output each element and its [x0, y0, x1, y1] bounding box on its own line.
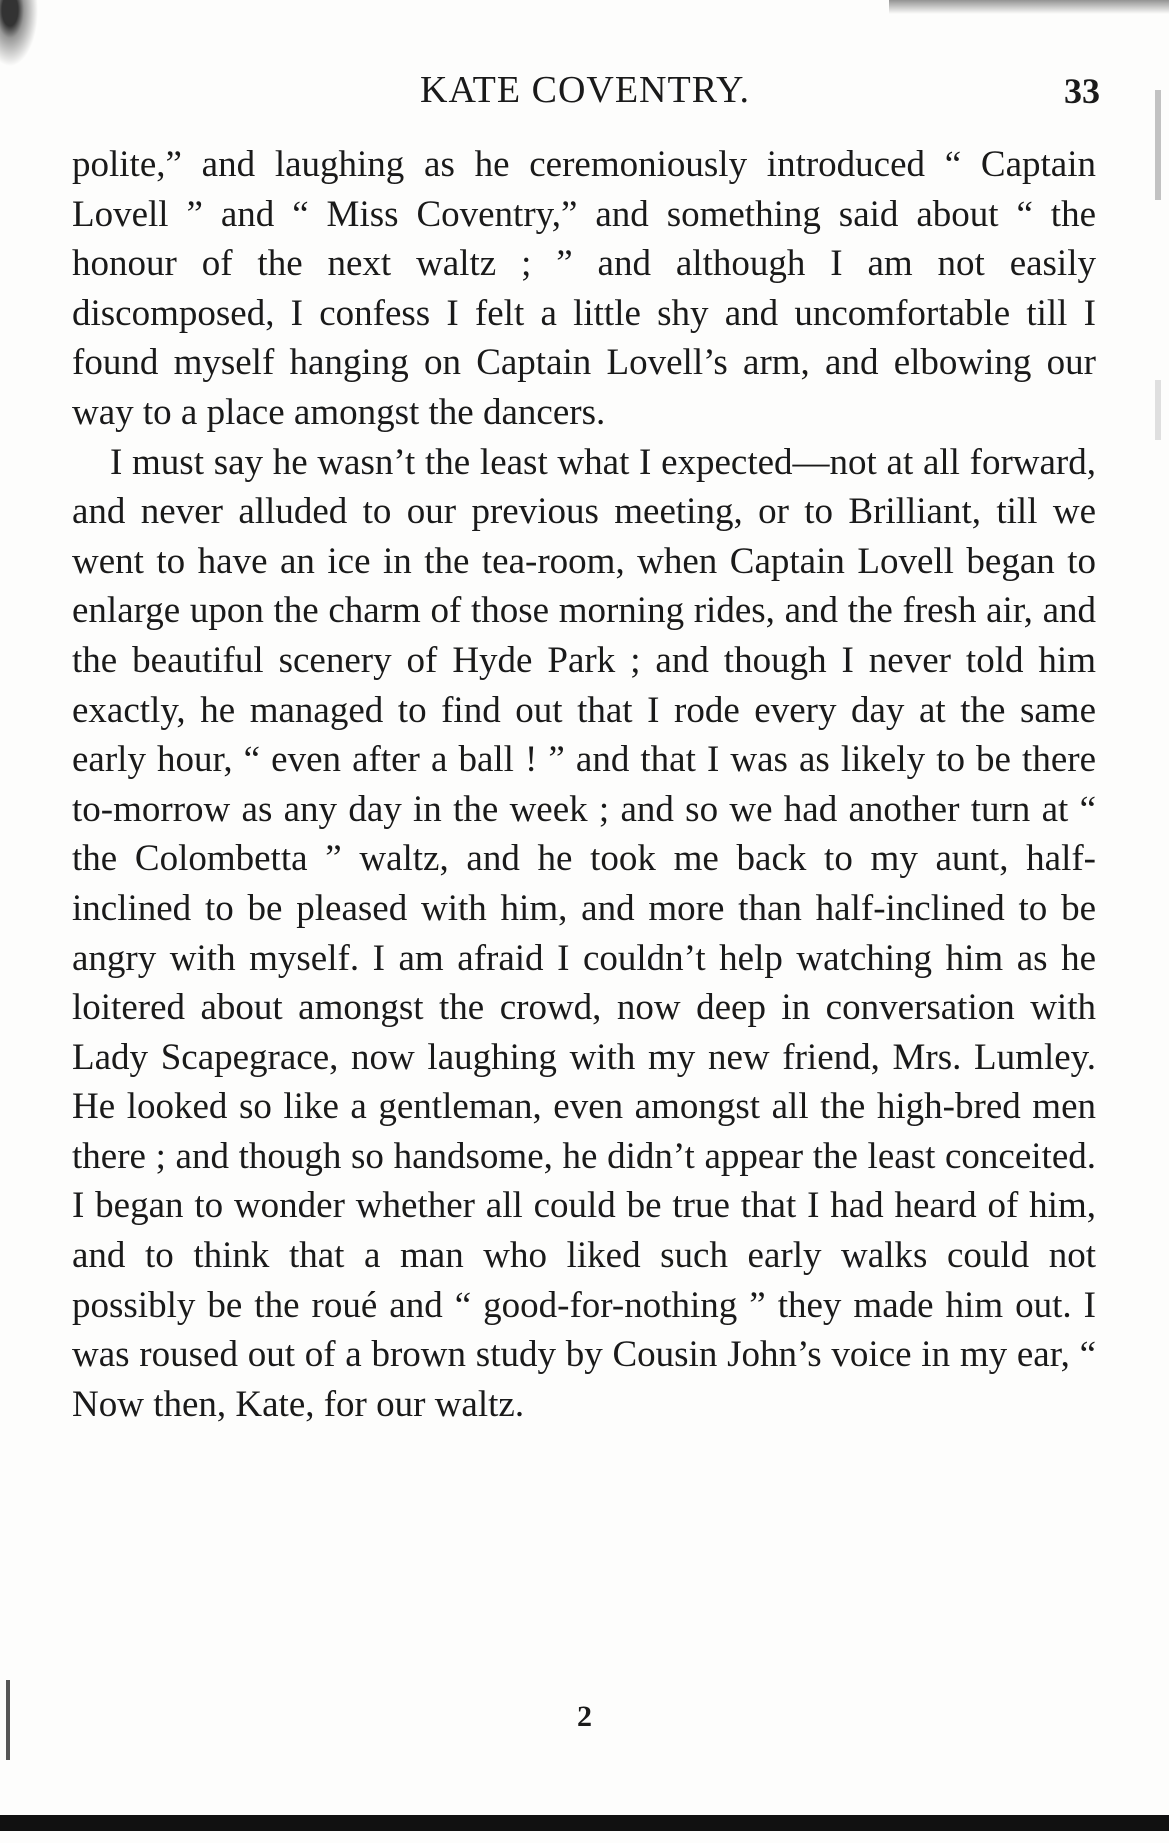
- scan-speck-right-margin: [1155, 380, 1161, 440]
- scan-smudge-top-right: [889, 0, 1169, 14]
- running-header: [70, 62, 1100, 122]
- body-text: [72, 140, 1096, 1429]
- paragraph-2: I must say he wasn’t the least what I expected—not at all forward, and never alluded to our previous meeting, or to Brilliant, till we went to have an ice in the tea-room, when Captain Lovell began to enlarge upon the charm of those morning rides, and the fresh air, and the beautiful scenery of Hyde Park ; and though I never told him exactly, he managed to find out that I rode every day at the same early hour, “ even after a ball ! ” and that I was as likely to be there to-morrow as any day in the week ; and so we had another turn at “ the Colombetta ” waltz, and he took me back to my aunt, half-inclined to be pleased with him, and more than half-inclined to be angry with myself. I am afraid I couldn’t help watching him as he loitered about amongst the crowd, now deep in conversation with Lady Scapegrace, now laughing with my new friend, Mrs. Lumley. He looked so like a gentleman, even amongst all the high-bred men there ; and though so handsome, he didn’t appear the least conceited. I began to wonder whether all could be true that I had heard of him, and to think that a man who liked such early walks could not possibly be the roué and “ good-for-nothing ” they made him out. I was roused out of a brown study by Cousin John’s voice in my ear, “ Now then, Kate, for our waltz.: [72, 441, 1096, 1425]
- signature-mark: 2: [577, 1700, 592, 1733]
- scan-bottom-edge: [0, 1815, 1169, 1831]
- scan-smudge-top-left: [0, 0, 40, 70]
- scan-mark-left-margin: [6, 1680, 10, 1760]
- scan-speck-right-margin: [1155, 90, 1161, 200]
- page-number: 33: [1064, 71, 1100, 111]
- running-title: KATE COVENTRY.: [420, 69, 750, 111]
- paragraph-1: polite,” and laughing as he ceremoniously introduced “ Captain Lovell ” and “ Miss Coventry,” and something said about “ the honour of the next waltz ; ” and although I am not easily discomposed, I confess I felt a little shy and uncomfortable till I found myself hanging on Captain Lovell’s arm, and elbowing our way to a place amongst the dancers.: [72, 144, 1096, 433]
